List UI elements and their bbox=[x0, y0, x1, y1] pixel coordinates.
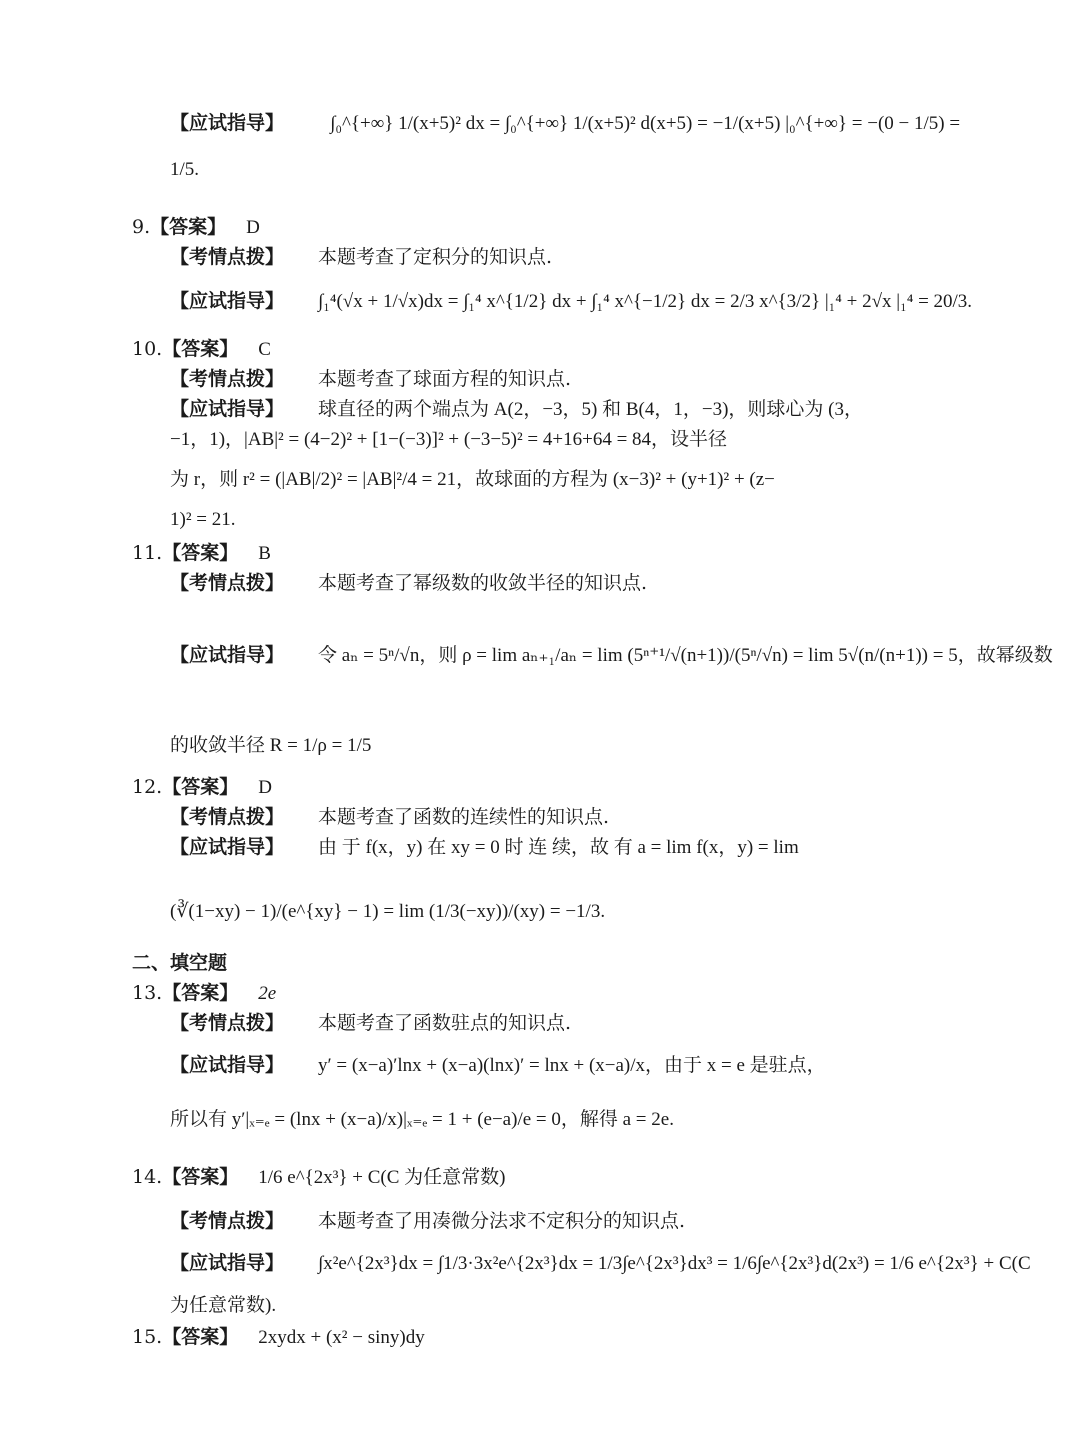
q10-answer-line: 10.【答案】 C bbox=[132, 338, 271, 360]
q8-guide-line bbox=[170, 108, 960, 135]
q8-guide-expr: ∫₀^{+∞} 1/(x+5)² dx = ∫₀^{+∞} 1/(x+5)² d(x+5) = −1/(x+5) |₀^{+∞} = −(0 − 1/5) = bbox=[330, 113, 961, 134]
q9-answer-line: 9.【答案】 D bbox=[132, 216, 260, 238]
guide-label: 【应试指导】 bbox=[170, 112, 285, 134]
q14-guide-line-1: 【应试指导】 ∫x²e^{2x³}dx = ∫1/3·3x²e^{2x³}dx = 1/3∫e^{2x³}dx³ = 1/6∫e^{2x³}d(2x³) = 1/6 e^{2x³} + C(C bbox=[170, 1252, 1031, 1274]
q11-answer-line: 11.【答案】 B bbox=[132, 542, 271, 564]
q14-point-line: 【考情点拨】 本题考查了用凑微分法求不定积分的知识点. bbox=[170, 1210, 686, 1232]
q13-answer: 2e bbox=[258, 983, 277, 1004]
q13-answer-line: 13.【答案】 2e bbox=[132, 982, 277, 1004]
q10-point-line: 【考情点拨】 本题考查了球面方程的知识点. bbox=[170, 368, 572, 390]
q12-guide-line-1: 【应试指导】 由 于 f(x，y) 在 xy = 0 时 连 续，故 有 a = lim f(x，y) = lim bbox=[170, 836, 799, 858]
q14-answer-line: 14.【答案】 1/6 e^{2x³} + C(C 为任意常数) bbox=[132, 1166, 506, 1188]
q8-guide-tail: 1/5. bbox=[170, 159, 200, 180]
q9-answer: D bbox=[246, 217, 260, 238]
q13-guide-line-1: 【应试指导】 y′ = (x−a)′lnx + (x−a)(lnx)′ = lnx + (x−a)/x，由于 x = e 是驻点， bbox=[170, 1054, 826, 1076]
q10-guide-line-4: 1)² = 21. bbox=[170, 509, 236, 530]
q11-guide-line-1: 【应试指导】 令 aₙ = 5ⁿ/√n，则 ρ = lim aₙ₊₁/aₙ = lim (5ⁿ⁺¹/√(n+1))/(5ⁿ/√n) = lim 5√(n/(n+1)) = 5，故幂级数 bbox=[170, 644, 1053, 666]
q13-point-line: 【考情点拨】 本题考查了函数驻点的知识点. bbox=[170, 1012, 572, 1034]
q12-guide-line-2: (∛(1−xy) − 1)/(e^{xy} − 1) = lim (1/3(−xy))/(xy) = −1/3. bbox=[170, 901, 606, 922]
q12-point-line: 【考情点拨】 本题考查了函数的连续性的知识点. bbox=[170, 806, 610, 828]
q10-guide-line-1: 【应试指导】 球直径的两个端点为 A(2，−3，5) 和 B(4，1，−3)，则球心为 (3， bbox=[170, 398, 863, 420]
q14-guide-line-2: 为任意常数). bbox=[170, 1295, 277, 1316]
section-heading: 二、填空题 bbox=[132, 952, 228, 974]
q9-guide-line: 【应试指导】 ∫₁⁴(√x + 1/√x)dx = ∫₁⁴ x^{1/2} dx + ∫₁⁴ x^{−1/2} dx = 2/3 x^{3/2} |₁⁴ + 2√x |₁⁴ = 20/3. bbox=[170, 290, 973, 312]
q14-answer: 1/6 e^{2x³} + C(C 为任意常数) bbox=[258, 1167, 506, 1188]
q10-answer: C bbox=[258, 339, 271, 360]
q15-answer: 2xydx + (x² − siny)dy bbox=[258, 1327, 425, 1348]
q11-guide-line-2: 的收敛半径 R = 1/ρ = 1/5 bbox=[170, 735, 372, 756]
q12-answer: D bbox=[258, 777, 272, 798]
q9-point-line: 【考情点拨】 本题考查了定积分的知识点. bbox=[170, 246, 553, 268]
q10-guide-line-2: −1，1)，|AB|² = (4−2)² + [1−(−3)]² + (−3−5)² = 4+16+64 = 84，设半径 bbox=[170, 429, 728, 450]
q11-point-line: 【考情点拨】 本题考查了幂级数的收敛半径的知识点. bbox=[170, 572, 648, 594]
q13-guide-line-2: 所以有 y′|ₓ₌ₑ = (lnx + (x−a)/x)|ₓ₌ₑ = 1 + (e−a)/e = 0，解得 a = 2e. bbox=[170, 1109, 674, 1130]
q10-guide-line-3: 为 r，则 r² = (|AB|/2)² = |AB|²/4 = 21，故球面的方程为 (x−3)² + (y+1)² + (z− bbox=[170, 469, 775, 490]
q12-answer-line: 12.【答案】 D bbox=[132, 776, 272, 798]
q15-answer-line: 15.【答案】 2xydx + (x² − siny)dy bbox=[132, 1326, 425, 1348]
q11-answer: B bbox=[258, 543, 271, 564]
